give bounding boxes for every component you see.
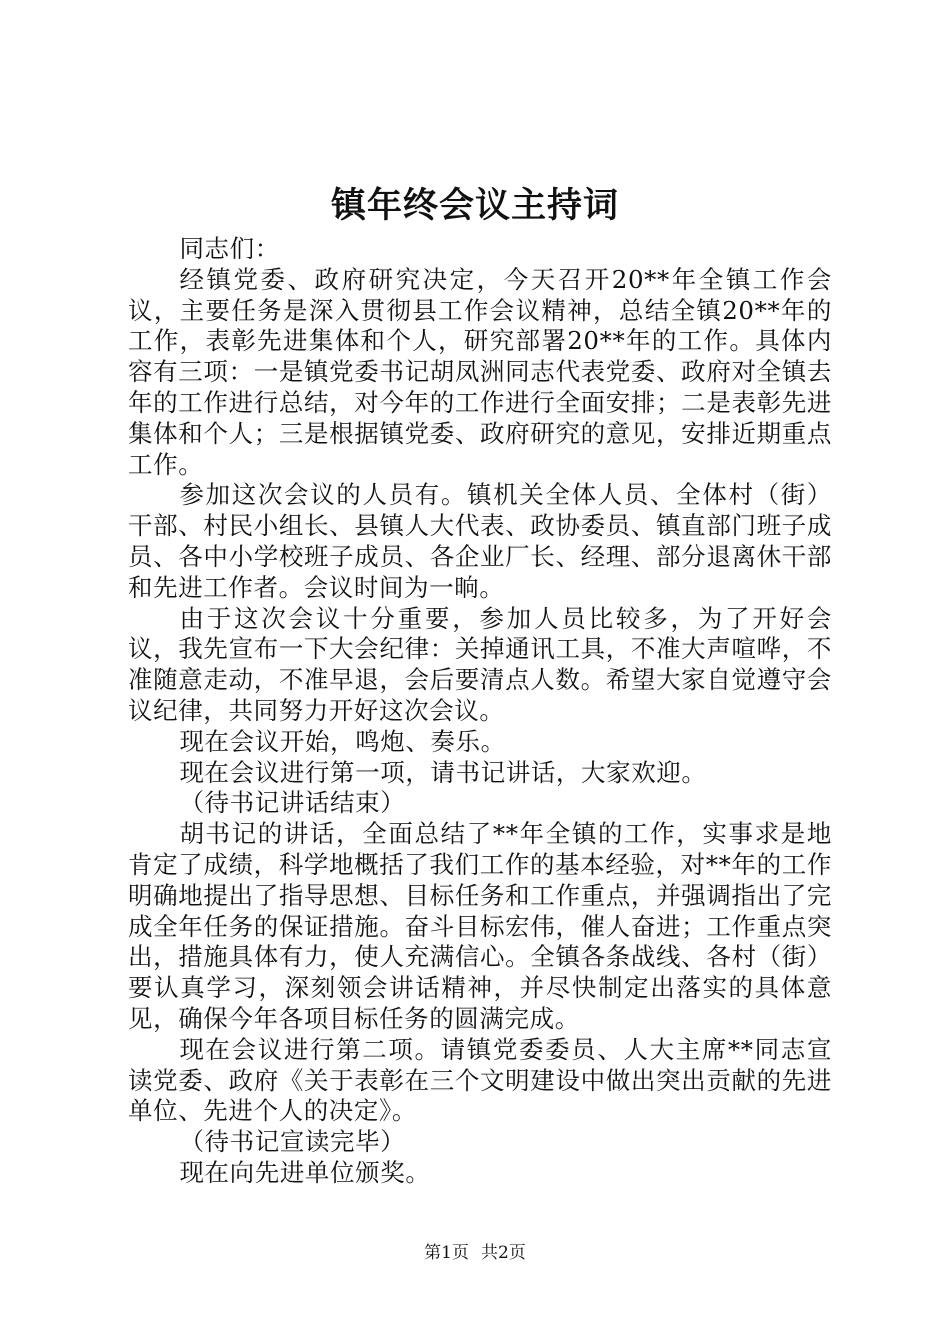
award-paragraph: 现在向先进单位颁奖。: [179, 1157, 431, 1187]
attendees-paragraph: 参加这次会议的人员有。镇机关全体人员、全体村（街）干部、村民小组长、县镇人大代表、政协委员、镇直部门班子成员、各中小学校班子成员、各企业厂长、经理、部分退离休干部和先进工作者。会议时间为一晌。: [128, 480, 832, 602]
first-item-paragraph: 现在会议进行第一项，请书记讲话，大家欢迎。: [179, 757, 707, 787]
meeting-start-paragraph: 现在会议开始，鸣炮、奏乐。: [179, 726, 506, 756]
meeting-purpose-paragraph: 经镇党委、政府研究决定，今天召开20**年全镇工作会议，主要任务是深入贯彻县工作会议精神，总结全镇20**年的工作，表彰先进集体和个人，研究部署20**年的工作。具体内容有三项：一是镇党委书记胡凤洲同志代表党委、政府对全镇去年的工作进行总结，对今年的工作进行全面安排；二是表彰先进集体和个人；三是根据镇党委、政府研究的意见，安排近期重点工作。: [128, 264, 832, 479]
meeting-rules-paragraph: 由于这次会议十分重要，参加人员比较多，为了开好会议，我先宣布一下大会纪律：关掉通讯工具，不准大声喧哗，不准随意走动，不准早退，会后要清点人数。希望大家自觉遵守会议纪律，共同努力开好这次会议。: [128, 603, 832, 725]
document-title: 镇年终会议主持词: [330, 185, 619, 226]
speech-summary-paragraph: 胡书记的讲话，全面总结了**年全镇的工作，实事求是地肯定了成绩，科学地概括了我们工作的基本经验，对**年的工作明确地提出了指导思想、目标任务和工作重点，并强调指出了完成全年任务的保证措施。奋斗目标宏伟，催人奋进；工作重点突出，措施具体有力，使人充满信心。全镇各条战线、各村（街）要认真学习，深刻领会讲话精神，并尽快制定出落实的具体意见，确保今年各项目标任务的圆满完成。: [128, 819, 832, 1033]
second-item-paragraph: 现在会议进行第二项。请镇党委委员、人大主席**同志宣读党委、政府《关于表彰在三个文明建设中做出突出贡献的先进单位、先进个人的决定》。: [128, 1034, 832, 1126]
salutation-paragraph: 同志们：: [179, 234, 280, 263]
page-footer: [0, 1242, 950, 1264]
page-number: 第1页: [424, 1243, 469, 1263]
stage-note-speech-end: （待书记讲话结束）: [179, 788, 406, 818]
document-body: [128, 234, 832, 1189]
page-total: 共2页: [481, 1243, 526, 1263]
stage-note-reading-end: （待书记宣读完毕）: [179, 1127, 406, 1157]
